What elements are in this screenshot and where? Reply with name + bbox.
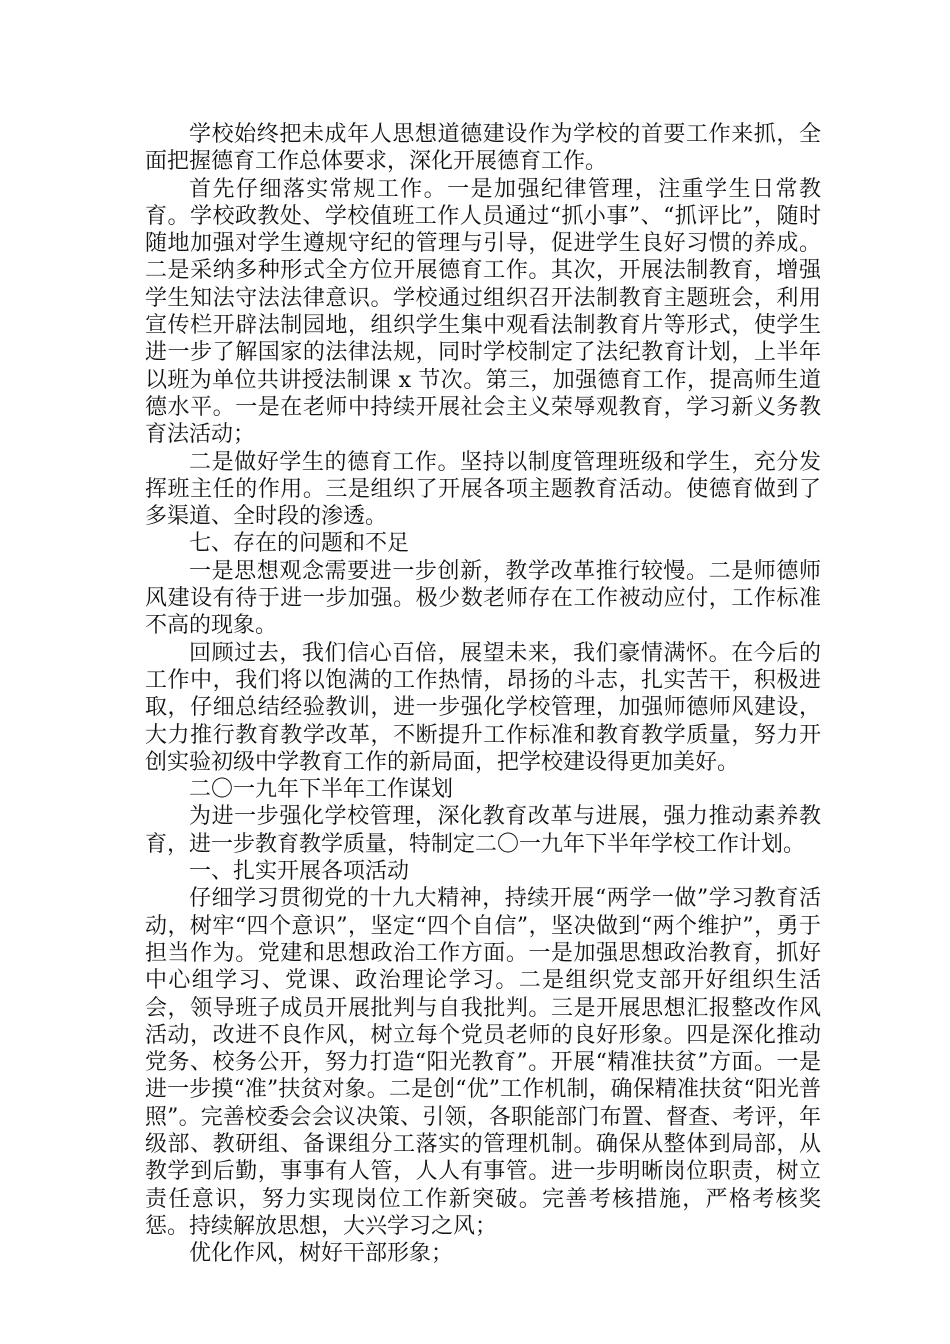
paragraph-review-and-outlook: 回顾过去，我们信心百倍，展望未来，我们豪情满怀。在今后的工作中，我们将以饱满的工作热情，昂扬的斗志，扎实苦干，积极进取，仔细总结经验教训，进一步强化学校管理，加强师德师风建设，大力推行教育教学改革，不断提升工作标准和教育教学质量，努力开创实验初级中学教育工作的新局面，把学校建设得更加美好。 — [145, 640, 821, 775]
paragraph-optimize-style: 优化作风，树好干部形象； — [189, 1241, 454, 1267]
heading-second-half-plan: 二〇一九年下半年工作谋划 — [189, 777, 454, 803]
paragraph-moral-education-intro: 学校始终把未成年人思想道德建设作为学校的首要工作来抓，全面把握德育工作总体要求，深化开展德育工作。 — [145, 122, 821, 175]
paragraph-party-building: 仔细学习贯彻党的十九大精神，持续开展“两学一做”学习教育活动，树牢“四个意识”，坚定“四个自信”，坚决做到“两个维护”，勇于担当作为。党建和思想政治工作方面。一是加强思想政治教育，抓好中心组学习、党课、政治理论学习。二是组织党支部开好组织生活会，领导班子成员开展批判与自我批判。三是开展思想汇报整改作风活动，改进不良作风，树立每个党员老师的良好形象。四是深化推动党务、校务公开，努力打造“阳光教育”。开展“精准扶贫”方面。一是进一步摸“准”扶贫对象。二是创“优”工作机制，确保精准扶贫“阳光普照”。完善校委会会议决策、引领，各职能部门布置、督查、考评，年级部、教研组、备课组分工落实的管理机制。确保从整体到局部，从教学到后勤，事事有人管，人人有事管。进一步明晰岗位职责，树立责任意识，努力实现岗位工作新突破。完善考核措施，严格考核奖惩。持续解放思想，大兴学习之风； — [145, 886, 821, 1239]
paragraph-plan-intro: 为进一步强化学校管理，深化教育改革与进展，强力推动素养教育，进一步教育教学质量，特制定二〇一九年下半年学校工作计划。 — [145, 804, 821, 857]
paragraph-student-moral-education: 二是做好学生的德育工作。坚持以制度管理班级和学生，充分发挥班主任的作用。三是组织了开展各项主题教育活动。使德育做到了多渠道、全时段的渗透。 — [145, 449, 821, 530]
heading-activities: 一、扎实开展各项活动 — [189, 859, 410, 885]
document-body — [145, 121, 821, 1267]
paragraph-routine-work: 首先仔细落实常规工作。一是加强纪律管理，注重学生日常教育。学校政教处、学校值班工作人员通过“抓小事”、“抓评比”，随时随地加强对学生遵规守纪的管理与引导，促进学生良好习惯的养成。二是采纳多种形式全方位开展德育工作。其次，开展法制教育，增强学生知法守法法律意识。学校通过组织召开法制教育主题班会，利用宣传栏开辟法制园地，组织学生集中观看法制教育片等形式，使学生进一步了解国家的法律法规，同时学校制定了法纪教育计划，上半年以班为单位共讲授法制课 x 节次。第三，加强德育工作，提高师生道德水平。一是在老师中持续开展社会主义荣辱观教育，学习新义务教育法活动； — [145, 176, 821, 448]
heading-problems-and-shortcomings: 七、存在的问题和不足 — [189, 531, 410, 557]
paragraph-problems: 一是思想观念需要进一步创新，教学改革推行较慢。二是师德师风建设有待于进一步加强。极少数老师存在工作被动应付，工作标准不高的现象。 — [145, 558, 821, 639]
